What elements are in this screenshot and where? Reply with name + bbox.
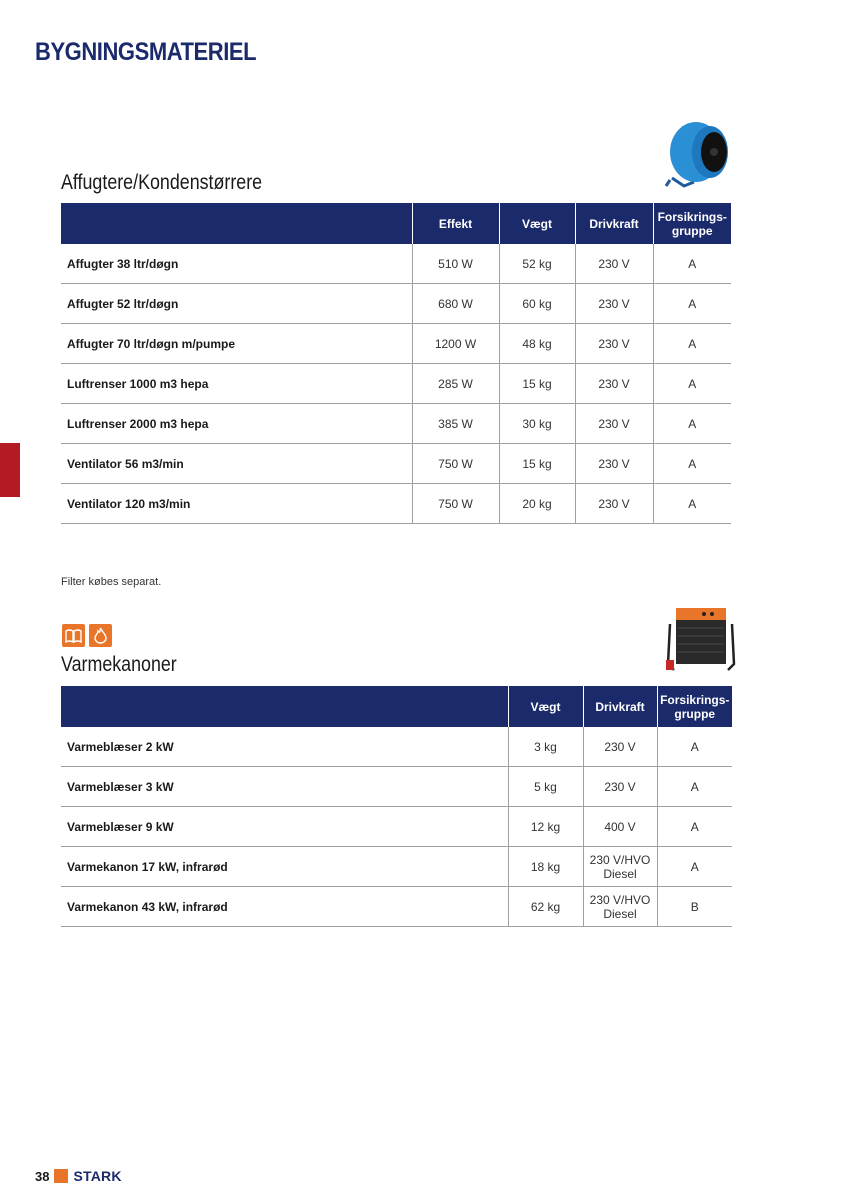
gruppe-value: A	[653, 404, 731, 444]
column-header-product	[61, 686, 508, 727]
column-header-drivkraft: Drivkraft	[575, 203, 653, 244]
vaegt-value: 3 kg	[508, 727, 583, 767]
section-title-heaters: Varmekanoner	[61, 653, 177, 676]
page-footer	[35, 1168, 122, 1184]
product-name: Affugter 52 ltr/døgn	[61, 284, 412, 324]
fire-icon	[89, 624, 112, 647]
drivkraft-value: 230 V	[575, 244, 653, 284]
product-name: Varmeblæser 3 kW	[61, 767, 508, 807]
product-name: Varmeblæser 2 kW	[61, 727, 508, 767]
effekt-value: 285 W	[412, 364, 499, 404]
gruppe-value: A	[653, 284, 731, 324]
vaegt-value: 15 kg	[499, 364, 575, 404]
drivkraft-value: 230 V	[583, 767, 657, 807]
drivkraft-value: 230 V	[575, 364, 653, 404]
drivkraft-value: 230 V	[575, 484, 653, 524]
vaegt-value: 12 kg	[508, 807, 583, 847]
gruppe-header-text: Forsikrings- gruppe	[660, 692, 730, 721]
stark-logo-icon	[54, 1169, 68, 1183]
column-header-gruppe	[653, 203, 731, 244]
column-header-drivkraft: Drivkraft	[583, 686, 657, 727]
column-header-vaegt: Vægt	[499, 203, 575, 244]
column-header-gruppe	[657, 686, 732, 727]
section-tab-marker	[0, 443, 20, 497]
vaegt-value: 62 kg	[508, 887, 583, 927]
filter-note: Filter købes separat.	[61, 576, 162, 588]
gruppe-value: A	[657, 847, 732, 887]
table-row	[61, 404, 731, 444]
gruppe-value: A	[653, 324, 731, 364]
product-name: Varmeblæser 9 kW	[61, 807, 508, 847]
product-name: Ventilator 56 m3/min	[61, 444, 412, 484]
drivkraft-value: 230 V	[583, 727, 657, 767]
table-row	[61, 727, 732, 767]
section-title-dehumidifiers: Affugtere/Kondenstørrere	[61, 171, 263, 194]
drivkraft-value: 230 V	[575, 284, 653, 324]
table-row	[61, 244, 731, 284]
vaegt-value: 18 kg	[508, 847, 583, 887]
page-header-title: BYGNINGSMATERIEL	[35, 38, 257, 66]
vaegt-value: 52 kg	[499, 244, 575, 284]
vaegt-value: 48 kg	[499, 324, 575, 364]
column-header-vaegt: Vægt	[508, 686, 583, 727]
effekt-value: 750 W	[412, 444, 499, 484]
heater-product-image	[664, 604, 738, 676]
effekt-value: 1200 W	[412, 324, 499, 364]
drivkraft-value: 230 V/HVO Diesel	[583, 847, 657, 887]
drivkraft-value: 230 V	[575, 404, 653, 444]
table-row	[61, 767, 732, 807]
dehumidifier-table	[61, 203, 731, 524]
gruppe-value: A	[653, 364, 731, 404]
product-name: Varmekanon 43 kW, infrarød	[61, 887, 508, 927]
table-row	[61, 887, 732, 927]
column-header-product	[61, 203, 412, 244]
gruppe-value: A	[657, 727, 732, 767]
product-name: Varmekanon 17 kW, infrarød	[61, 847, 508, 887]
gruppe-value: A	[657, 807, 732, 847]
vaegt-value: 5 kg	[508, 767, 583, 807]
gruppe-value: A	[657, 767, 732, 807]
effekt-value: 750 W	[412, 484, 499, 524]
heater-table	[61, 686, 732, 927]
page-number: 38	[35, 1168, 50, 1184]
vaegt-value: 15 kg	[499, 444, 575, 484]
product-name: Luftrenser 1000 m3 hepa	[61, 364, 412, 404]
table-row	[61, 364, 731, 404]
effekt-value: 510 W	[412, 244, 499, 284]
table-header-row	[61, 686, 732, 727]
table-row	[61, 484, 731, 524]
vaegt-value: 60 kg	[499, 284, 575, 324]
product-name: Ventilator 120 m3/min	[61, 484, 412, 524]
drivkraft-value: 230 V	[575, 324, 653, 364]
brand-name: STARK	[73, 1168, 122, 1184]
safety-icons	[62, 624, 112, 647]
gruppe-value: A	[653, 484, 731, 524]
table-row	[61, 807, 732, 847]
product-name: Affugter 38 ltr/døgn	[61, 244, 412, 284]
gruppe-header-text: Forsikrings- gruppe	[657, 209, 727, 238]
manual-book-icon	[62, 624, 85, 647]
gruppe-value: A	[653, 444, 731, 484]
table-row	[61, 444, 731, 484]
table-row	[61, 847, 732, 887]
gruppe-value: A	[653, 244, 731, 284]
column-header-effekt: Effekt	[412, 203, 499, 244]
vaegt-value: 20 kg	[499, 484, 575, 524]
table-header-row	[61, 203, 731, 244]
gruppe-value: B	[657, 887, 732, 927]
table-row	[61, 324, 731, 364]
effekt-value: 385 W	[412, 404, 499, 444]
drivkraft-value: 400 V	[583, 807, 657, 847]
vaegt-value: 30 kg	[499, 404, 575, 444]
product-name: Luftrenser 2000 m3 hepa	[61, 404, 412, 444]
drivkraft-value: 230 V	[575, 444, 653, 484]
table-row	[61, 284, 731, 324]
ventilator-product-image	[662, 116, 732, 190]
effekt-value: 680 W	[412, 284, 499, 324]
product-name: Affugter 70 ltr/døgn m/pumpe	[61, 324, 412, 364]
drivkraft-value: 230 V/HVO Diesel	[583, 887, 657, 927]
